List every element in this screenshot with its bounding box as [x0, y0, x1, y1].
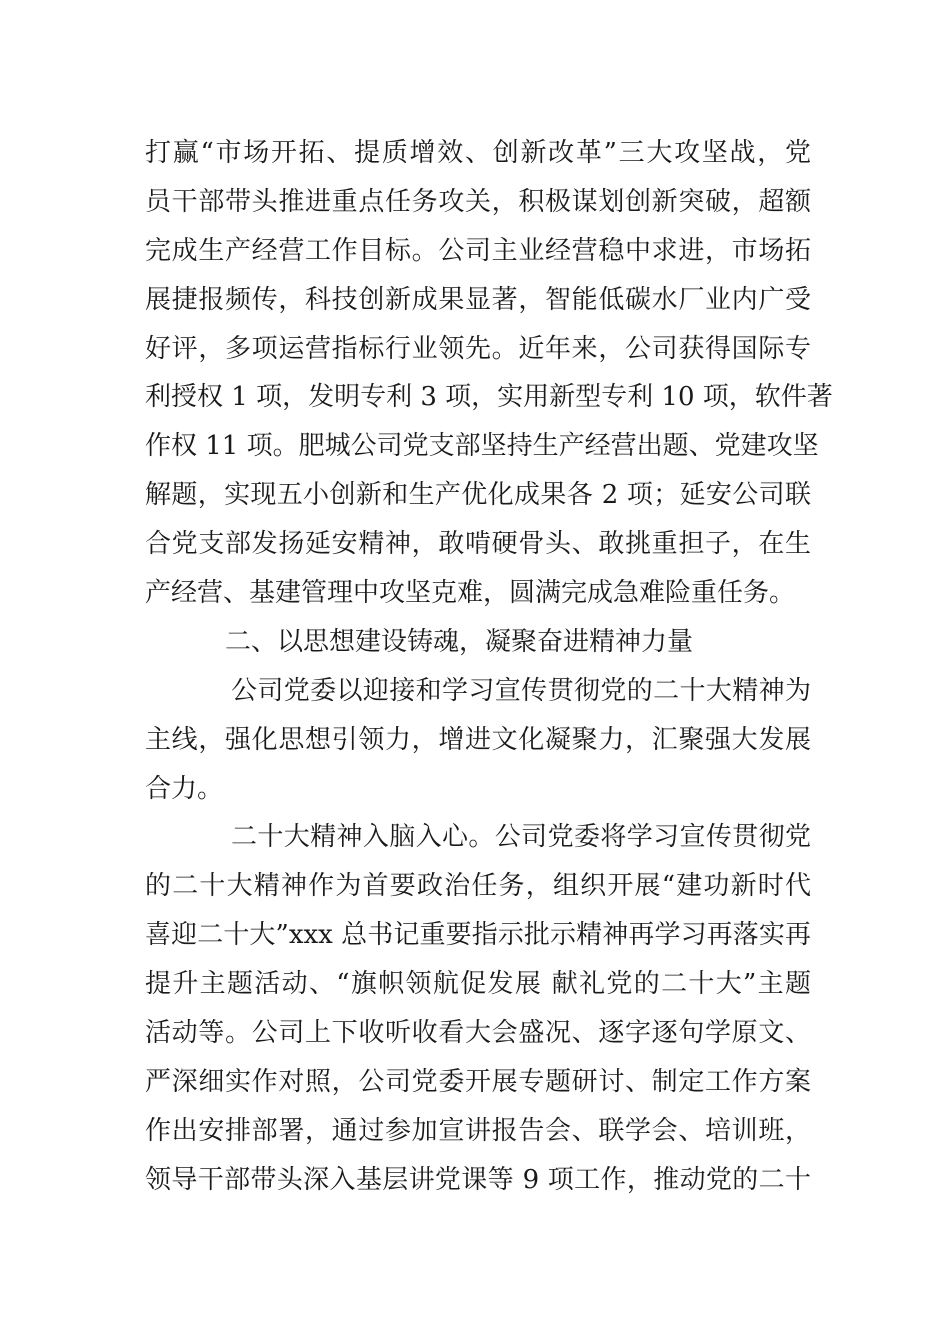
paragraph-line: 的二十大精神作为首要政治任务，组织开展“建功新时代 [145, 871, 811, 902]
paragraph-line: 主线，强化思想引领力，增进文化凝聚力，汇聚强大发展 [145, 724, 811, 755]
paragraph-line: 作权 11 项。肥城公司党支部坚持生产经营出题、党建攻坚 [145, 431, 819, 462]
paragraph-line: 作出安排部署，通过参加宣讲报告会、联学会、培训班， [145, 1115, 811, 1146]
paragraph-line: 合党支部发扬延安精神，敢啃硬骨头、敢挑重担子，在生 [145, 529, 811, 560]
paragraph-line: 喜迎二十大”xxx 总书记重要指示批示精神再学习再落实再 [145, 920, 811, 951]
paragraph-line: 合力。 [145, 773, 224, 804]
paragraph-line: 利授权 1 项，发明专利 3 项，实用新型专利 10 项，软件著 [145, 382, 833, 413]
paragraph-line: 解题，实现五小创新和生产优化成果各 2 项；延安公司联 [145, 480, 811, 511]
paragraph-line: 打赢“市场开拓、提质增效、创新改革”三大攻坚战，党 [145, 138, 811, 168]
paragraph-line: 员干部带头推进重点任务攻关，积极谋划创新突破，超额 [145, 186, 811, 217]
paragraph-line: 完成生产经营工作目标。公司主业经营稳中求进，市场拓 [145, 235, 811, 266]
paragraph-line: 活动等。公司上下收听收看大会盛况、逐字逐句学原文、 [145, 1018, 811, 1049]
section-heading: 二、以思想建设铸魂，凝聚奋进精神力量 [225, 626, 694, 657]
paragraph-line: 公司党委以迎接和学习宣传贯彻党的二十大精神为 [231, 675, 811, 706]
paragraph-line: 展捷报频传，科技创新成果显著，智能低碳水厂业内广受 [145, 284, 811, 315]
paragraph-line: 好评，多项运营指标行业领先。近年来，公司获得国际专 [145, 333, 811, 364]
paragraph-line: 产经营、基建管理中攻坚克难，圆满完成急难险重任务。 [145, 578, 796, 609]
paragraph-line: 提升主题活动、“旗帜领航促发展 献礼党的二十大”主题 [145, 969, 811, 1000]
document-body [145, 129, 833, 1205]
paragraph-line: 严深细实作对照，公司党委开展专题研讨、制定工作方案 [145, 1066, 811, 1097]
paragraph-line: 二十大精神入脑入心。公司党委将学习宣传贯彻党 [231, 822, 811, 853]
paragraph-line: 领导干部带头深入基层讲党课等 9 项工作，推动党的二十 [145, 1164, 811, 1195]
